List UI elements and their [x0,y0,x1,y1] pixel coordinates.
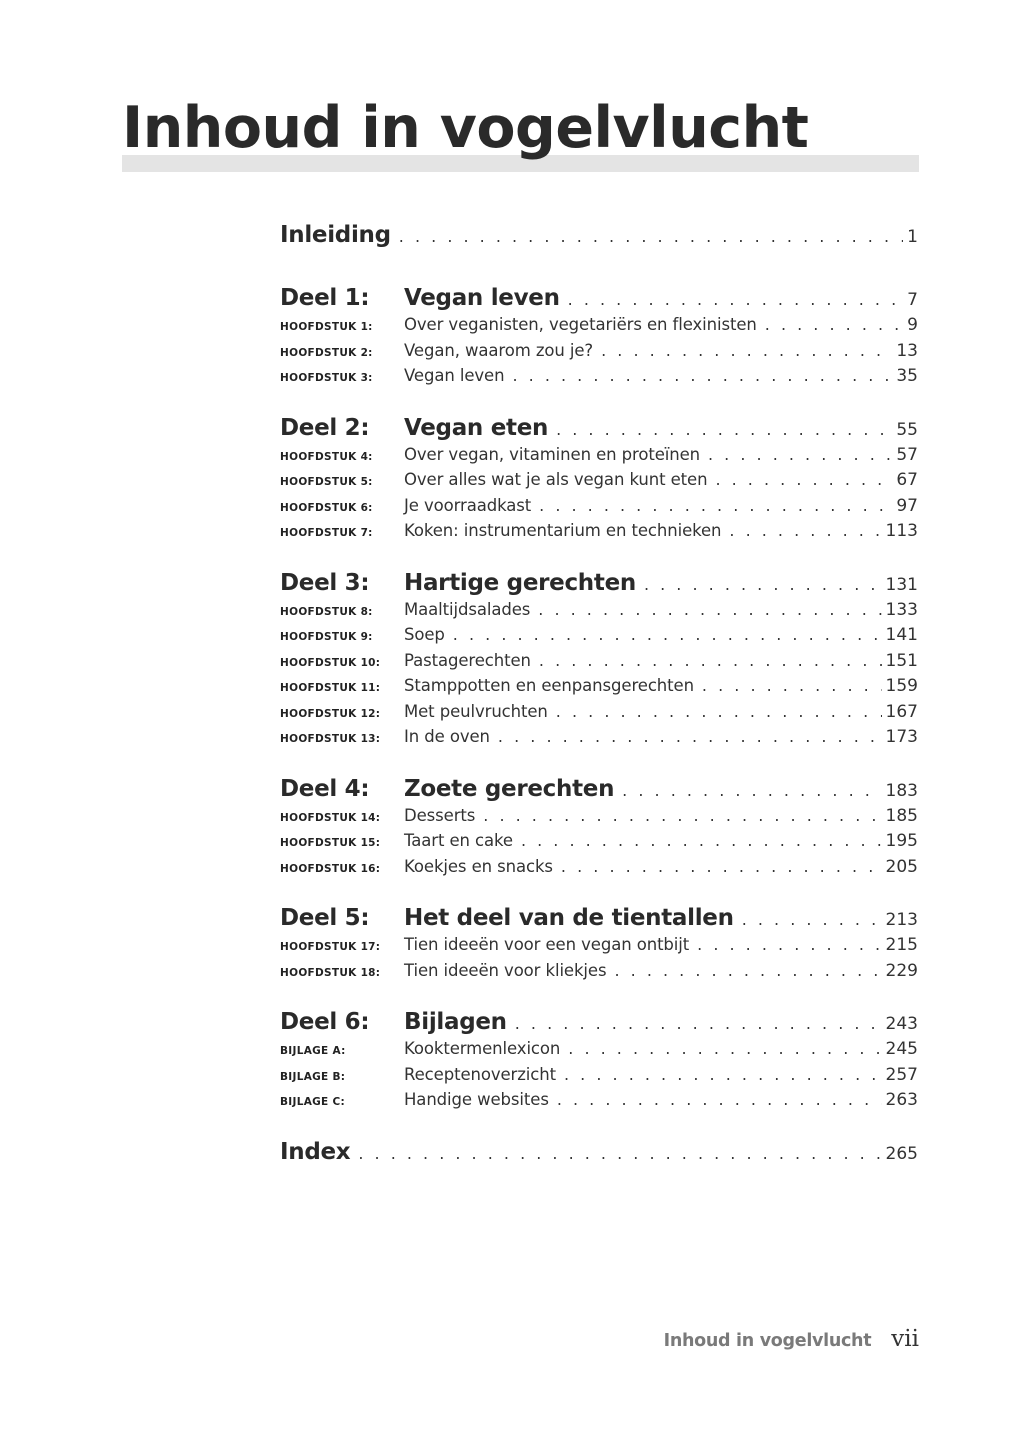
appendix-label: BIJLAGE B: [280,1070,346,1083]
toc-chapter-entry[interactable] [280,315,918,341]
toc-chapter-entry[interactable] [280,806,918,832]
dot-leader [483,806,881,825]
chapter-label: HOOFDSTUK 10: [280,656,381,669]
appendix-title: Receptenoverzicht [404,1064,556,1084]
chapter-title: Stamppotten en eenpansgerechten [404,676,694,695]
part-label: Deel 1: [280,285,370,311]
chapter-label: HOOFDSTUK 4: [280,450,373,463]
appendix-label: BIJLAGE A: [280,1045,346,1057]
chapter-title: Over veganisten, vegetariërs en flexinisten [404,315,757,334]
dot-leader [715,470,892,489]
chapter-label: HOOFDSTUK 5: [280,476,373,488]
chapter-title: Taart en cake [404,831,513,850]
toc-chapter-entry[interactable] [280,727,918,753]
chapter-title: Tien ideeën voor een vegan ontbijt [404,935,690,954]
toc-chapter-entry[interactable] [280,366,918,392]
dot-leader [564,1065,882,1084]
page-number: 243 [885,1014,918,1034]
dot-leader [539,651,882,670]
toc-index-entry[interactable] [280,1139,918,1179]
dot-leader [556,420,892,439]
dot-leader [702,676,882,695]
appendix-title: Kooktermenlexicon [404,1039,561,1058]
chapter-label: HOOFDSTUK 18: [280,966,381,979]
page-number: 245 [885,1039,918,1059]
toc-appendix-entry[interactable] [280,1090,918,1116]
intro-title: Inleiding [280,222,391,248]
running-footer-title: Inhoud in vogelvlucht [663,1331,872,1351]
page-number: 7 [907,290,918,310]
part-title: Zoete gerechten [404,775,615,802]
chapter-title: Soep [404,625,445,644]
toc-chapter-entry[interactable] [280,496,918,522]
toc-chapter-entry[interactable] [280,961,918,987]
toc-appendix-entry[interactable] [280,1039,918,1065]
page-number: 183 [885,780,918,801]
page-number: 1 [907,227,918,247]
appendix-title: Handige websites [404,1090,549,1109]
toc-part-entry[interactable] [280,415,918,445]
toc-part-entry[interactable] [280,905,918,935]
toc-chapter-entry[interactable] [280,857,918,883]
page-title: Inhoud in vogelvlucht [122,95,809,161]
page-number: 113 [885,521,918,541]
page-number: 57 [896,444,918,465]
dot-leader [622,781,881,800]
chapter-title: Koken: instrumentarium en technieken [404,521,722,540]
toc-part-entry[interactable] [280,1009,918,1039]
page-number: 35 [896,366,918,386]
toc-chapter-entry[interactable] [280,445,918,471]
dot-leader [498,727,882,746]
page-number: 133 [885,599,918,620]
table-of-contents [280,222,918,1179]
chapter-label: HOOFDSTUK 14: [280,811,381,824]
dot-leader [644,575,882,594]
part-title: Het deel van de tientallen [404,905,734,931]
toc-chapter-entry[interactable] [280,702,918,728]
page-footer [664,1326,919,1352]
chapter-label: HOOFDSTUK 12: [280,707,381,720]
chapter-title: Je voorraadkast [404,495,532,515]
chapter-title: Vegan leven [404,366,505,385]
part-title: Hartige gerechten [404,569,636,596]
chapter-label: HOOFDSTUK 3: [280,372,373,384]
page-number: 263 [885,1090,918,1110]
page-number: 67 [896,470,918,490]
chapter-title: Met peulvruchten [404,701,548,721]
page-number: 213 [885,910,918,930]
dot-leader [453,625,882,644]
chapter-label: HOOFDSTUK 13: [280,733,381,745]
toc-intro-entry[interactable] [280,222,918,262]
toc-chapter-entry[interactable] [280,341,918,367]
toc-chapter-entry[interactable] [280,676,918,702]
page-number: 205 [885,856,918,877]
toc-chapter-entry[interactable] [280,935,918,961]
part-title: Bijlagen [404,1009,507,1035]
appendix-label: BIJLAGE C: [280,1096,345,1108]
dot-leader [729,521,881,540]
dot-leader [568,290,904,309]
chapter-label: HOOFDSTUK 8: [280,605,373,618]
page-number: 9 [907,315,918,335]
page-number: 13 [896,340,918,361]
chapter-title: Desserts [404,805,476,825]
chapter-title: In de oven [404,727,490,746]
page-number: 257 [885,1064,918,1085]
page-number: 159 [885,676,918,696]
dot-leader [568,1039,881,1058]
page-number: 131 [885,574,918,595]
chapter-label: HOOFDSTUK 6: [280,501,373,514]
chapter-label: HOOFDSTUK 7: [280,527,373,539]
toc-part-entry[interactable] [280,285,918,315]
page-number: 229 [885,960,918,981]
dot-leader [708,445,892,464]
part-label: Deel 6: [280,1009,370,1035]
page-number: 141 [885,625,918,645]
toc-appendix-entry[interactable] [280,1065,918,1091]
page-number: 55 [896,419,918,440]
dot-leader [538,600,881,619]
toc-part-entry[interactable] [280,570,918,600]
toc-chapter-entry[interactable] [280,600,918,626]
chapter-title: Pastagerechten [404,650,531,670]
page-number: 195 [885,831,918,851]
dot-leader [521,831,882,850]
chapter-label: HOOFDSTUK 17: [280,941,381,953]
dot-leader [697,935,881,954]
chapter-label: HOOFDSTUK 2: [280,346,373,359]
page-number: 185 [885,805,918,826]
chapter-title: Over vegan, vitaminen en proteïnen [404,444,700,464]
chapter-label: HOOFDSTUK 9: [280,631,373,643]
dot-leader [515,1014,882,1033]
toc-chapter-entry[interactable] [280,521,918,547]
dot-leader [742,910,882,929]
page-number: 97 [896,495,918,516]
toc-part-entry[interactable] [280,776,918,806]
dot-leader [539,496,892,515]
toc-chapter-entry[interactable] [280,651,918,677]
toc-chapter-entry[interactable] [280,625,918,651]
chapter-title: Maaltijdsalades [404,599,531,619]
footer-page-number: vii [891,1326,919,1352]
part-title: Vegan leven [404,285,560,311]
dot-leader [614,961,881,980]
chapter-label: HOOFDSTUK 11: [280,682,381,694]
dot-leader [556,702,882,721]
chapter-title: Vegan, waarom zou je? [404,340,594,360]
page-number: 173 [885,727,918,747]
dot-leader [601,341,892,360]
part-label: Deel 3: [280,569,370,596]
chapter-label: HOOFDSTUK 1: [280,321,373,333]
part-label: Deel 2: [280,414,370,441]
part-title: Vegan eten [404,414,549,441]
dot-leader [557,1090,882,1109]
dot-leader [399,227,903,246]
chapter-title: Over alles wat je als vegan kunt eten [404,470,708,489]
chapter-title: Koekjes en snacks [404,856,553,876]
toc-chapter-entry[interactable] [280,831,918,857]
page-number: 167 [885,701,918,722]
dot-leader [358,1144,881,1163]
page-number: 151 [885,650,918,671]
dot-leader [512,366,892,385]
dot-leader [765,315,903,334]
index-title: Index [280,1138,351,1165]
chapter-title: Tien ideeën voor kliekjes [404,960,607,980]
part-label: Deel 5: [280,905,370,931]
chapter-label: HOOFDSTUK 16: [280,862,381,875]
page-number: 215 [885,935,918,955]
chapter-label: HOOFDSTUK 15: [280,837,381,849]
page-number: 265 [885,1143,918,1164]
dot-leader [561,857,882,876]
part-label: Deel 4: [280,775,370,802]
toc-chapter-entry[interactable] [280,470,918,496]
